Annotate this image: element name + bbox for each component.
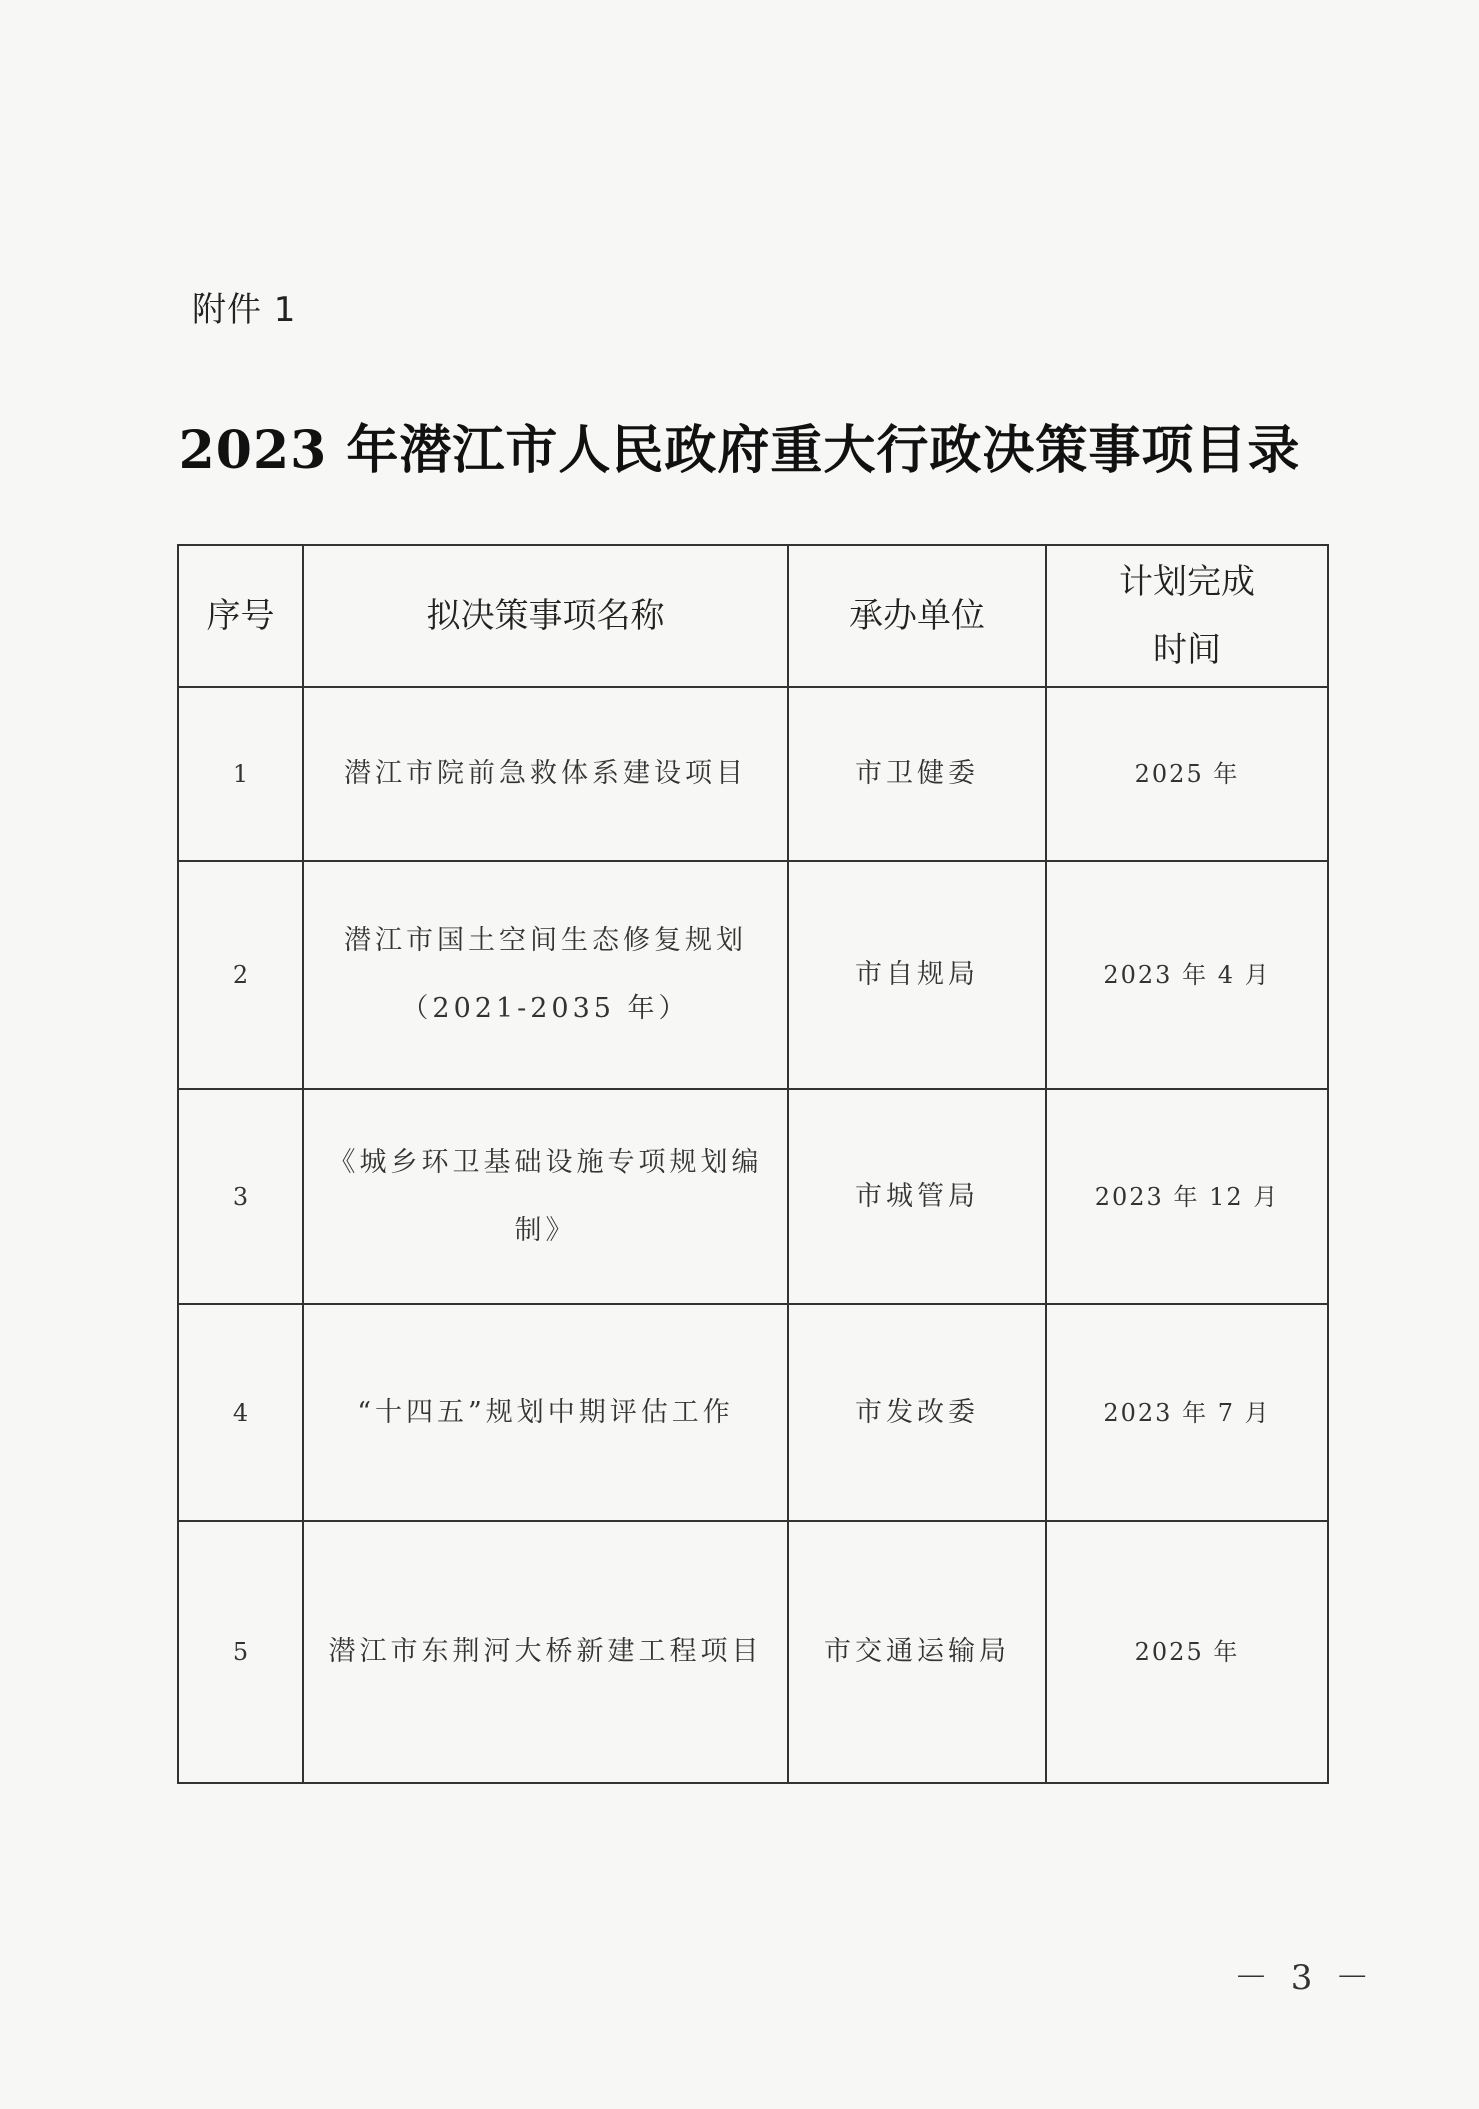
row-responsible-unit: 市城管局 xyxy=(788,1089,1046,1304)
row-responsible-unit: 市交通运输局 xyxy=(788,1521,1046,1783)
row-item-name xyxy=(303,861,788,1089)
row-item-name-line1: 潜江市院前急救体系建设项目 xyxy=(344,758,747,789)
row-responsible-unit: 市卫健委 xyxy=(788,687,1046,861)
table-row xyxy=(178,687,1328,861)
row-item-name-line1: 潜江市东荆河大桥新建工程项目 xyxy=(328,1636,763,1667)
row-index: 4 xyxy=(178,1304,303,1521)
table-row xyxy=(178,861,1328,1089)
header-responsible-unit: 承办单位 xyxy=(788,545,1046,687)
decision-catalog-table xyxy=(177,544,1329,1784)
document-title: 2023 年潜江市人民政府重大行政决策事项目录 xyxy=(178,420,1301,481)
row-index: 1 xyxy=(178,687,303,861)
row-index: 5 xyxy=(178,1521,303,1783)
row-item-name-line1: 《城乡环卫基础设施专项规划编 xyxy=(328,1146,763,1178)
header-planned-completion xyxy=(1046,545,1328,687)
row-item-name-line2: （2021-2035 年） xyxy=(401,993,690,1024)
row-planned-completion: 2023 年 12 月 xyxy=(1046,1089,1328,1304)
row-planned-completion: 2023 年 7 月 xyxy=(1046,1304,1328,1521)
attachment-label: 附件 1 xyxy=(192,290,297,330)
row-index: 3 xyxy=(178,1089,303,1304)
table-row xyxy=(178,1521,1328,1783)
row-item-name-line1: “十四五”规划中期评估工作 xyxy=(357,1396,734,1428)
header-planned-completion-line2: 时间 xyxy=(1153,630,1221,670)
row-index: 2 xyxy=(178,861,303,1089)
header-index: 序号 xyxy=(178,545,303,687)
row-item-name-line1: 潜江市国土空间生态修复规划 xyxy=(344,925,747,956)
header-planned-completion-line1: 计划完成 xyxy=(1119,562,1255,602)
row-item-name xyxy=(303,1521,788,1783)
table-row xyxy=(178,1304,1328,1521)
row-item-name xyxy=(303,687,788,861)
row-planned-completion: 2025 年 xyxy=(1046,1521,1328,1783)
row-responsible-unit: 市自规局 xyxy=(788,861,1046,1089)
header-item-name: 拟决策事项名称 xyxy=(303,545,788,687)
row-item-name-line2: 制》 xyxy=(514,1214,577,1246)
row-planned-completion: 2025 年 xyxy=(1046,687,1328,861)
page-number: － 3 － xyxy=(1234,1958,1376,1998)
table-row xyxy=(178,1089,1328,1304)
row-planned-completion: 2023 年 4 月 xyxy=(1046,861,1328,1089)
row-item-name xyxy=(303,1304,788,1521)
row-item-name xyxy=(303,1089,788,1304)
table-header-row xyxy=(178,545,1328,687)
row-responsible-unit: 市发改委 xyxy=(788,1304,1046,1521)
